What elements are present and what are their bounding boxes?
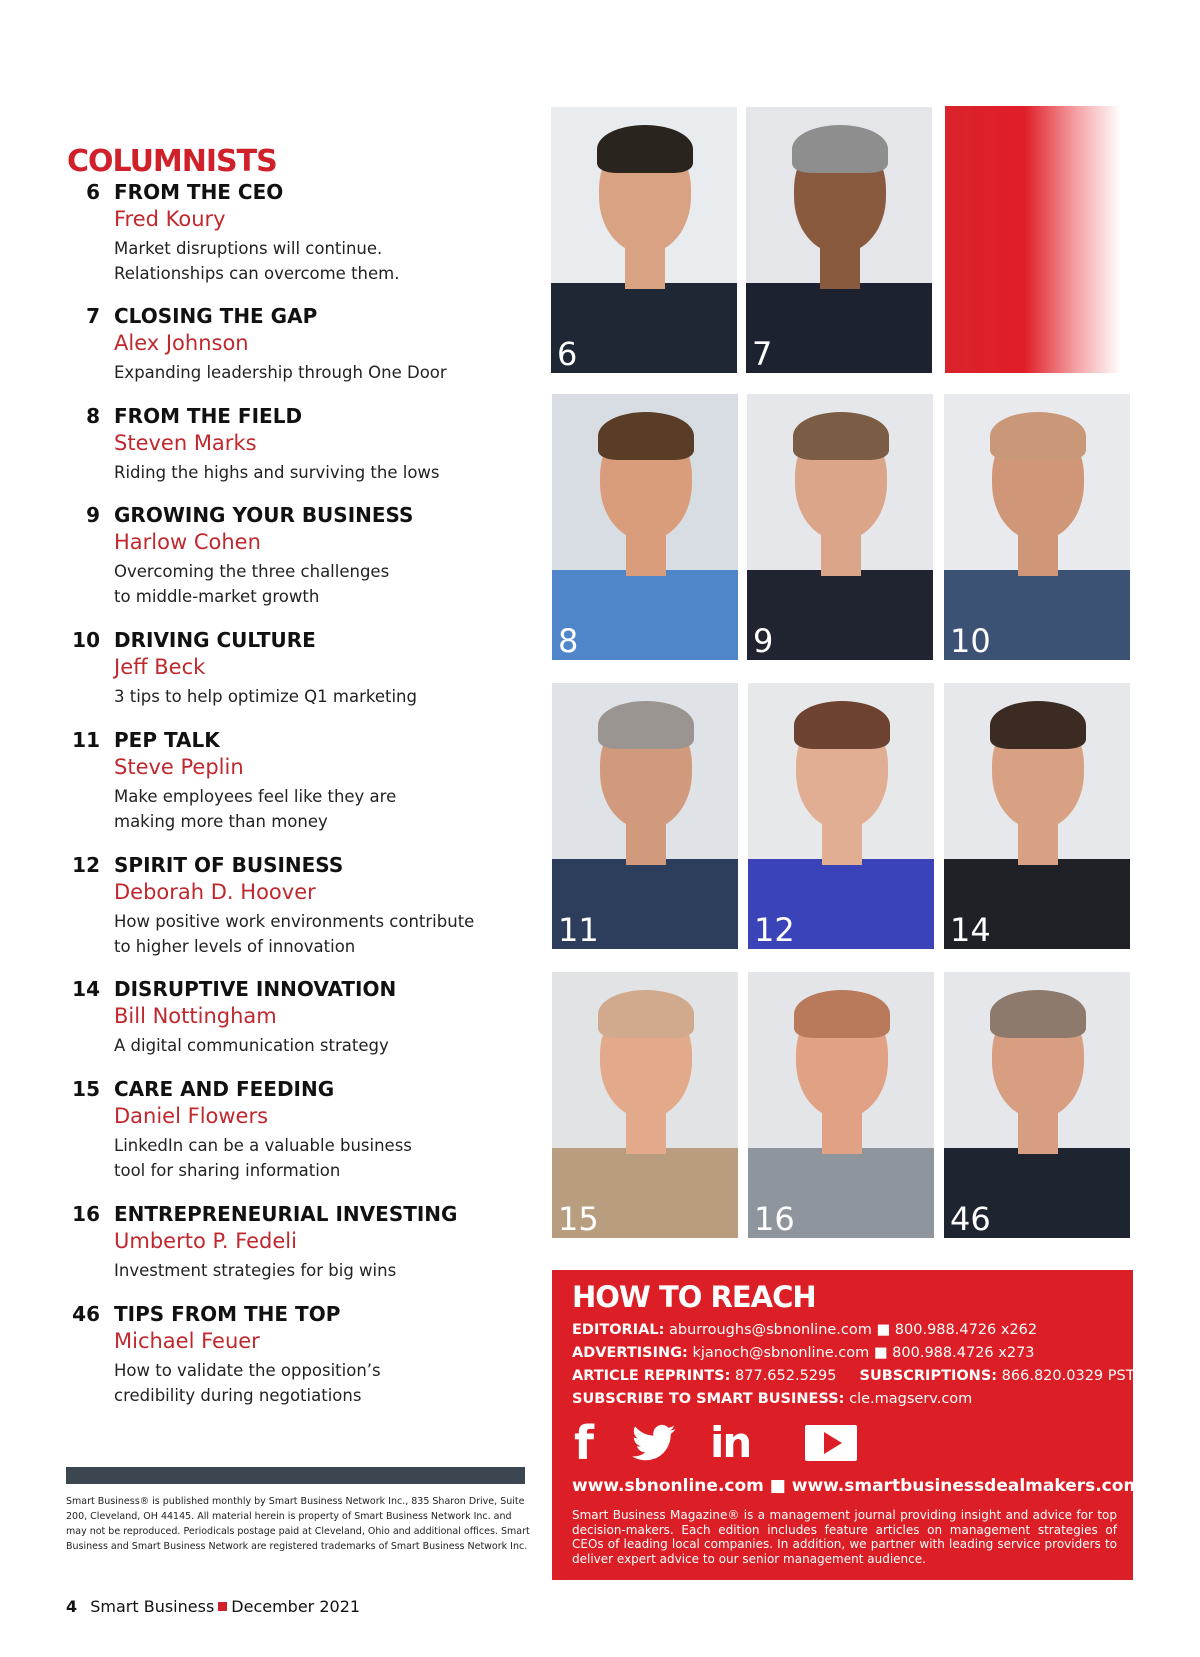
columnist-photo[interactable] [944,683,1130,949]
twitter-icon[interactable] [632,1424,676,1466]
subscribe-label: SUBSCRIBE TO SMART BUSINESS: [572,1391,845,1407]
photo-page-number: 8 [558,622,579,660]
column-description-line: making more than money [114,812,328,831]
youtube-icon[interactable] [804,1424,858,1466]
column-description-line: 3 tips to help optimize Q1 marketing [114,687,417,706]
column-description-line: tool for sharing information [114,1161,341,1180]
column-author: Steve Peplin [114,755,244,779]
divider-bar [66,1467,525,1484]
column-title: CARE AND FEEDING [114,1077,335,1101]
column-author: Bill Nottingham [114,1004,277,1028]
columnist-photo[interactable] [747,394,933,660]
column-author: Steven Marks [114,431,257,455]
photo-page-number: 6 [557,335,578,373]
red-gradient-block [945,106,1121,373]
photo-page-number: 14 [950,911,991,949]
columnists-heading: COLUMNISTS [67,144,277,179]
column-description [114,1258,534,1283]
column-title: CLOSING THE GAP [114,304,318,328]
column-description-line: How to validate the opposition’s [114,1361,381,1380]
subscribe-contact [572,1391,972,1407]
photo-hair [598,412,694,460]
column-author: Harlow Cohen [114,530,261,554]
column-description-line: A digital communication strategy [114,1036,389,1055]
column-description-line: to higher levels of innovation [114,937,356,956]
photo-page-number: 16 [754,1200,795,1238]
page-footer [66,1597,360,1616]
linkedin-icon[interactable]: in [710,1418,751,1467]
photo-page-number: 46 [950,1200,991,1238]
photo-suit [747,570,933,660]
column-description [114,236,534,286]
column-author: Umberto P. Fedeli [114,1229,297,1253]
photo-suit [551,283,737,373]
column-page-number: 7 [86,304,100,328]
column-description [114,1133,534,1183]
column-description-line: Riding the highs and surviving the lows [114,463,440,482]
footer-page-number: 4 [66,1597,78,1616]
column-description [114,1033,534,1058]
columnist-photo[interactable] [552,972,738,1238]
websites[interactable]: www.sbnonline.com ■ www.smartbusinessdealmakers.com [572,1476,1142,1496]
column-description-line: Overcoming the three challenges [114,562,390,581]
column-title: ENTREPRENEURIAL INVESTING [114,1202,458,1226]
column-title: PEP TALK [114,728,220,752]
photo-hair [794,990,890,1038]
photo-hair [597,125,693,173]
footer-separator [218,1602,227,1611]
photo-hair [793,412,889,460]
columnist-photo[interactable] [552,394,738,660]
reprints-subscriptions-contact [572,1368,1135,1384]
subscriptions-text[interactable]: 866.820.0329 PST [1001,1368,1135,1384]
column-page-number: 14 [72,977,100,1001]
column-description-line: Relationships can overcome them. [114,264,400,283]
advertising-text[interactable]: kjanoch@sbnonline.com ■ 800.988.4726 x273 [692,1345,1035,1361]
columnist-photo[interactable] [746,107,932,373]
photo-page-number: 12 [754,911,795,949]
column-page-number: 6 [86,180,100,204]
column-description [114,559,534,609]
photo-page-number: 11 [558,911,599,949]
photo-hair [792,125,888,173]
column-description-line: Market disruptions will continue. [114,239,383,258]
column-description-line: How positive work environments contribute [114,912,475,931]
reprints-text[interactable]: 877.652.5295 [735,1368,837,1384]
photo-page-number: 7 [752,335,773,373]
advertising-contact [572,1345,1035,1361]
publisher-note: Smart Business® is published monthly by Smart Business Network Inc., 835 Sharon Drive, Suite 200, Cleveland, OH 44145. All material herein is property of Smart Business Network Inc. and may not be reproduced. Periodicals postage paid at Cleveland, Ohio and additional offices. Smart Business and Smart Business Network are registered trademarks of Smart Business Network Inc. [66,1496,530,1552]
subscribe-text[interactable]: cle.magserv.com [849,1391,973,1407]
magazine-about: Smart Business Magazine® is a management journal providing insight and advice for top decision-makers. Each edition includes feature articles on management strategies of CEOs of leading local companies. In addition, we partner with leading service providers to deliver expert advice to our senior management audience. [572,1508,1117,1566]
footer-publication: Smart Business [90,1597,215,1616]
photo-page-number: 10 [950,622,991,660]
columnist-photo[interactable] [944,394,1130,660]
column-page-number: 16 [72,1202,100,1226]
photo-page-number: 9 [753,622,774,660]
column-title: GROWING YOUR BUSINESS [114,503,414,527]
column-description [114,1358,534,1408]
editorial-text[interactable]: aburroughs@sbnonline.com ■ 800.988.4726 x262 [668,1322,1038,1338]
photo-hair [990,990,1086,1038]
column-page-number: 12 [72,853,100,877]
column-title: TIPS FROM THE TOP [114,1302,341,1326]
column-description-line: to middle-market growth [114,587,320,606]
how-to-reach-box [552,1270,1142,1580]
column-author: Fred Koury [114,207,226,231]
photo-suit [746,283,932,373]
column-page-number: 8 [86,404,100,428]
editorial-label: EDITORIAL: [572,1322,665,1338]
column-description [114,784,534,834]
column-description [114,360,534,385]
facebook-icon[interactable]: f [574,1416,595,1470]
column-page-number: 11 [72,728,100,752]
column-description [114,460,534,485]
editorial-contact [572,1322,1037,1338]
photo-hair [990,701,1086,749]
column-description-line: Make employees feel like they are [114,787,397,806]
photo-hair [598,701,694,749]
column-page-number: 15 [72,1077,100,1101]
column-page-number: 9 [86,503,100,527]
column-title: FROM THE CEO [114,180,284,204]
photo-hair [794,701,890,749]
column-description-line: Investment strategies for big wins [114,1261,397,1280]
column-description-line: credibility during negotiations [114,1386,362,1405]
column-author: Alex Johnson [114,331,249,355]
column-description-line: Expanding leadership through One Door [114,363,447,382]
photo-hair [598,990,694,1038]
columnist-photo[interactable] [551,107,737,373]
column-description [114,909,534,959]
column-description-line: LinkedIn can be a valuable business [114,1136,412,1155]
column-page-number: 10 [72,628,100,652]
column-author: Michael Feuer [114,1329,260,1353]
column-title: SPIRIT OF BUSINESS [114,853,344,877]
column-author: Daniel Flowers [114,1104,269,1128]
photo-suit [552,570,738,660]
reprints-label: ARTICLE REPRINTS: [572,1368,731,1384]
columnist-photo[interactable] [748,972,934,1238]
column-title: DISRUPTIVE INNOVATION [114,977,397,1001]
column-author: Jeff Beck [114,655,206,679]
columnist-photo[interactable] [748,683,934,949]
column-description [114,684,534,709]
column-title: DRIVING CULTURE [114,628,316,652]
footer-issue: December 2021 [231,1597,361,1616]
photo-hair [990,412,1086,460]
column-author: Deborah D. Hoover [114,880,316,904]
columnist-photo[interactable] [552,683,738,949]
columnist-photo[interactable] [944,972,1130,1238]
advertising-label: ADVERTISING: [572,1345,688,1361]
subscriptions-label: SUBSCRIPTIONS: [859,1368,998,1384]
column-title: FROM THE FIELD [114,404,303,428]
how-to-reach-heading: HOW TO REACH [572,1280,816,1314]
photo-page-number: 15 [558,1200,599,1238]
column-page-number: 46 [72,1302,100,1326]
